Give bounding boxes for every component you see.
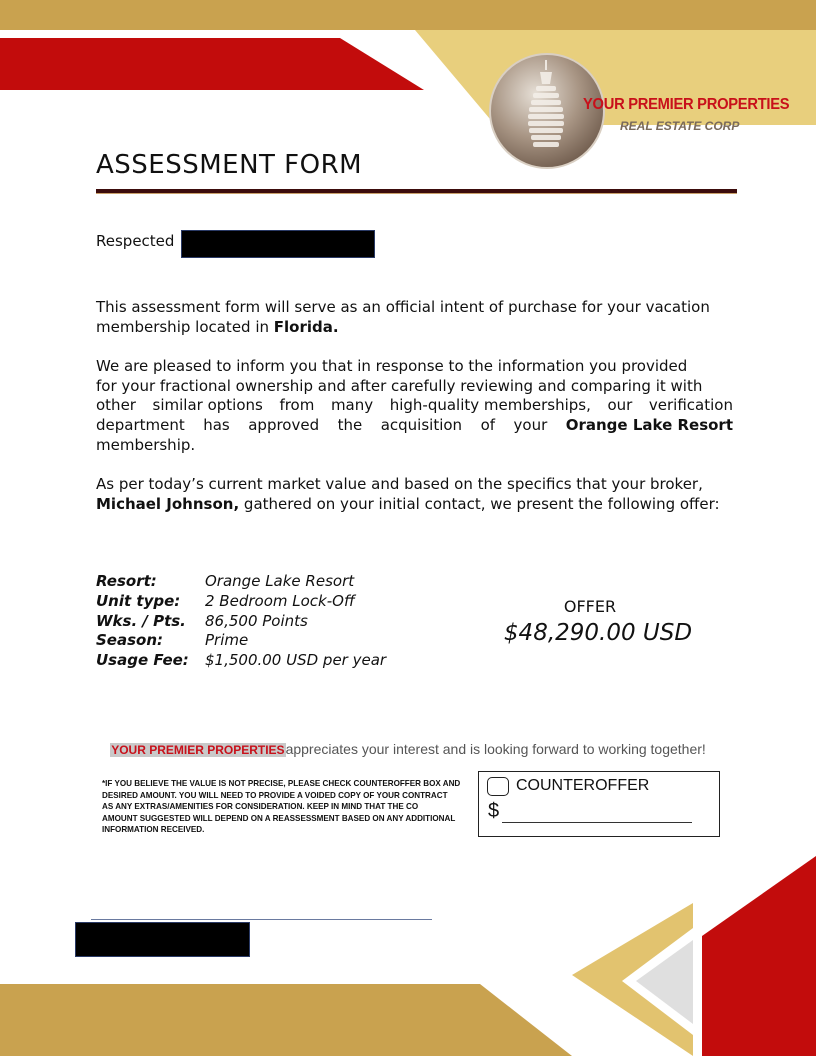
- notice-line: INFORMATION RECEIVED.: [102, 825, 205, 835]
- detail-value: Prime: [205, 631, 249, 650]
- location: Florida.: [273, 317, 339, 336]
- redacted-signature: [75, 922, 250, 957]
- detail-row: [96, 612, 386, 632]
- detail-value: 86,500 Points: [205, 611, 308, 630]
- approval-line-1: We are pleased to inform you that in response to the information you provided: [96, 357, 688, 375]
- word: acquisition: [380, 416, 463, 435]
- bottom-gold-band: [0, 984, 572, 1056]
- offer-line-2: [96, 495, 766, 515]
- counteroffer-notice: [102, 778, 478, 836]
- redacted-recipient-name: [181, 230, 375, 258]
- approval-line-4: [96, 416, 733, 436]
- page-title: ASSESSMENT FORM: [96, 150, 363, 180]
- offer-label: OFFER: [563, 597, 617, 616]
- approval-paragraph: [96, 357, 766, 456]
- broker-name: Michael Johnson,: [96, 494, 240, 513]
- detail-value: 2 Bedroom Lock-Off: [205, 591, 355, 610]
- detail-row: [96, 572, 386, 592]
- detail-label: Season:: [96, 631, 164, 650]
- company-subtitle-logo: REAL ESTATE CORP: [620, 119, 740, 133]
- detail-label: Usage Fee:: [96, 651, 189, 670]
- company-name-logo: YOUR PREMIER PROPERTIES: [583, 96, 790, 113]
- bottom-red-triangle: [702, 856, 816, 1056]
- detail-value: Orange Lake Resort: [205, 572, 355, 590]
- detail-label: Unit type:: [96, 591, 181, 610]
- top-red-banner: [0, 38, 424, 90]
- word: of: [480, 416, 496, 435]
- closing-message: appreciates your interest and is looking forward to working together!: [285, 741, 706, 757]
- word: department: [96, 416, 185, 435]
- approval-line-2: for your fractional ownership and after carefully reviewing and comparing it with: [96, 376, 703, 395]
- notice-line: AMOUNT SUGGESTED WILL DEPEND ON A REASSESSMENT BASED ON ANY ADDITIONAL: [102, 813, 456, 823]
- greeting: Respected: [96, 232, 175, 250]
- counteroffer-label: COUNTEROFFER: [516, 777, 650, 794]
- signature-line[interactable]: [91, 919, 432, 920]
- word: approved: [248, 416, 320, 435]
- word: has: [203, 416, 230, 435]
- closing-company-tag: [110, 743, 285, 757]
- membership-details: [96, 572, 386, 671]
- word: our: [607, 396, 633, 415]
- word: similar options: [152, 396, 263, 415]
- offer-paragraph: [96, 475, 766, 514]
- closing-line: [0, 741, 816, 757]
- detail-label: Resort:: [96, 572, 157, 590]
- word: high-quality memberships,: [389, 396, 591, 415]
- detail-row: [96, 631, 386, 651]
- closing-company-name: YOUR PREMIER PROPERTIES: [111, 743, 285, 757]
- detail-row: [96, 592, 386, 612]
- offer-line-1: As per today’s current market value and based on the specifics that your broker,: [96, 475, 703, 493]
- approval-line-3: [96, 396, 733, 416]
- offer-line-2-text: gathered on your initial contact, we present the following offer:: [239, 494, 720, 513]
- offer-amount: $48,290.00 USD: [503, 620, 693, 646]
- counteroffer-amount-field[interactable]: [502, 822, 692, 823]
- word: many: [330, 396, 374, 415]
- detail-row: [96, 651, 386, 671]
- word: from: [279, 396, 315, 415]
- detail-value: $1,500.00 USD per year: [205, 651, 387, 670]
- detail-label: Wks. / Pts.: [96, 611, 186, 630]
- intro-text: This assessment form will serve as an official intent of purchase for your vacation membership located in: [96, 298, 710, 336]
- resort-name: Orange Lake Resort: [565, 416, 733, 435]
- counteroffer-currency: $: [488, 800, 500, 822]
- title-divider-shadow: [96, 193, 737, 194]
- notice-line: AS ANY EXTRAS/AMENITIES FOR CONSIDERATION. KEEP IN MIND THAT THE CO: [102, 802, 419, 812]
- top-gold-band: [0, 0, 816, 30]
- counteroffer-checkbox[interactable]: [487, 777, 509, 796]
- word: your: [513, 416, 548, 435]
- intro-paragraph: [96, 298, 766, 337]
- notice-line: DESIRED AMOUNT. YOU WILL NEED TO PROVIDE A VOIDED COPY OF YOUR CONTRACT: [102, 790, 448, 800]
- word: the: [337, 416, 363, 435]
- word: other: [96, 396, 136, 415]
- approval-line-5: membership.: [96, 435, 196, 454]
- notice-line: *IF YOU BELIEVE THE VALUE IS NOT PRECISE, PLEASE CHECK COUNTEROFFER BOX AND: [102, 779, 461, 788]
- word: verification: [648, 396, 733, 415]
